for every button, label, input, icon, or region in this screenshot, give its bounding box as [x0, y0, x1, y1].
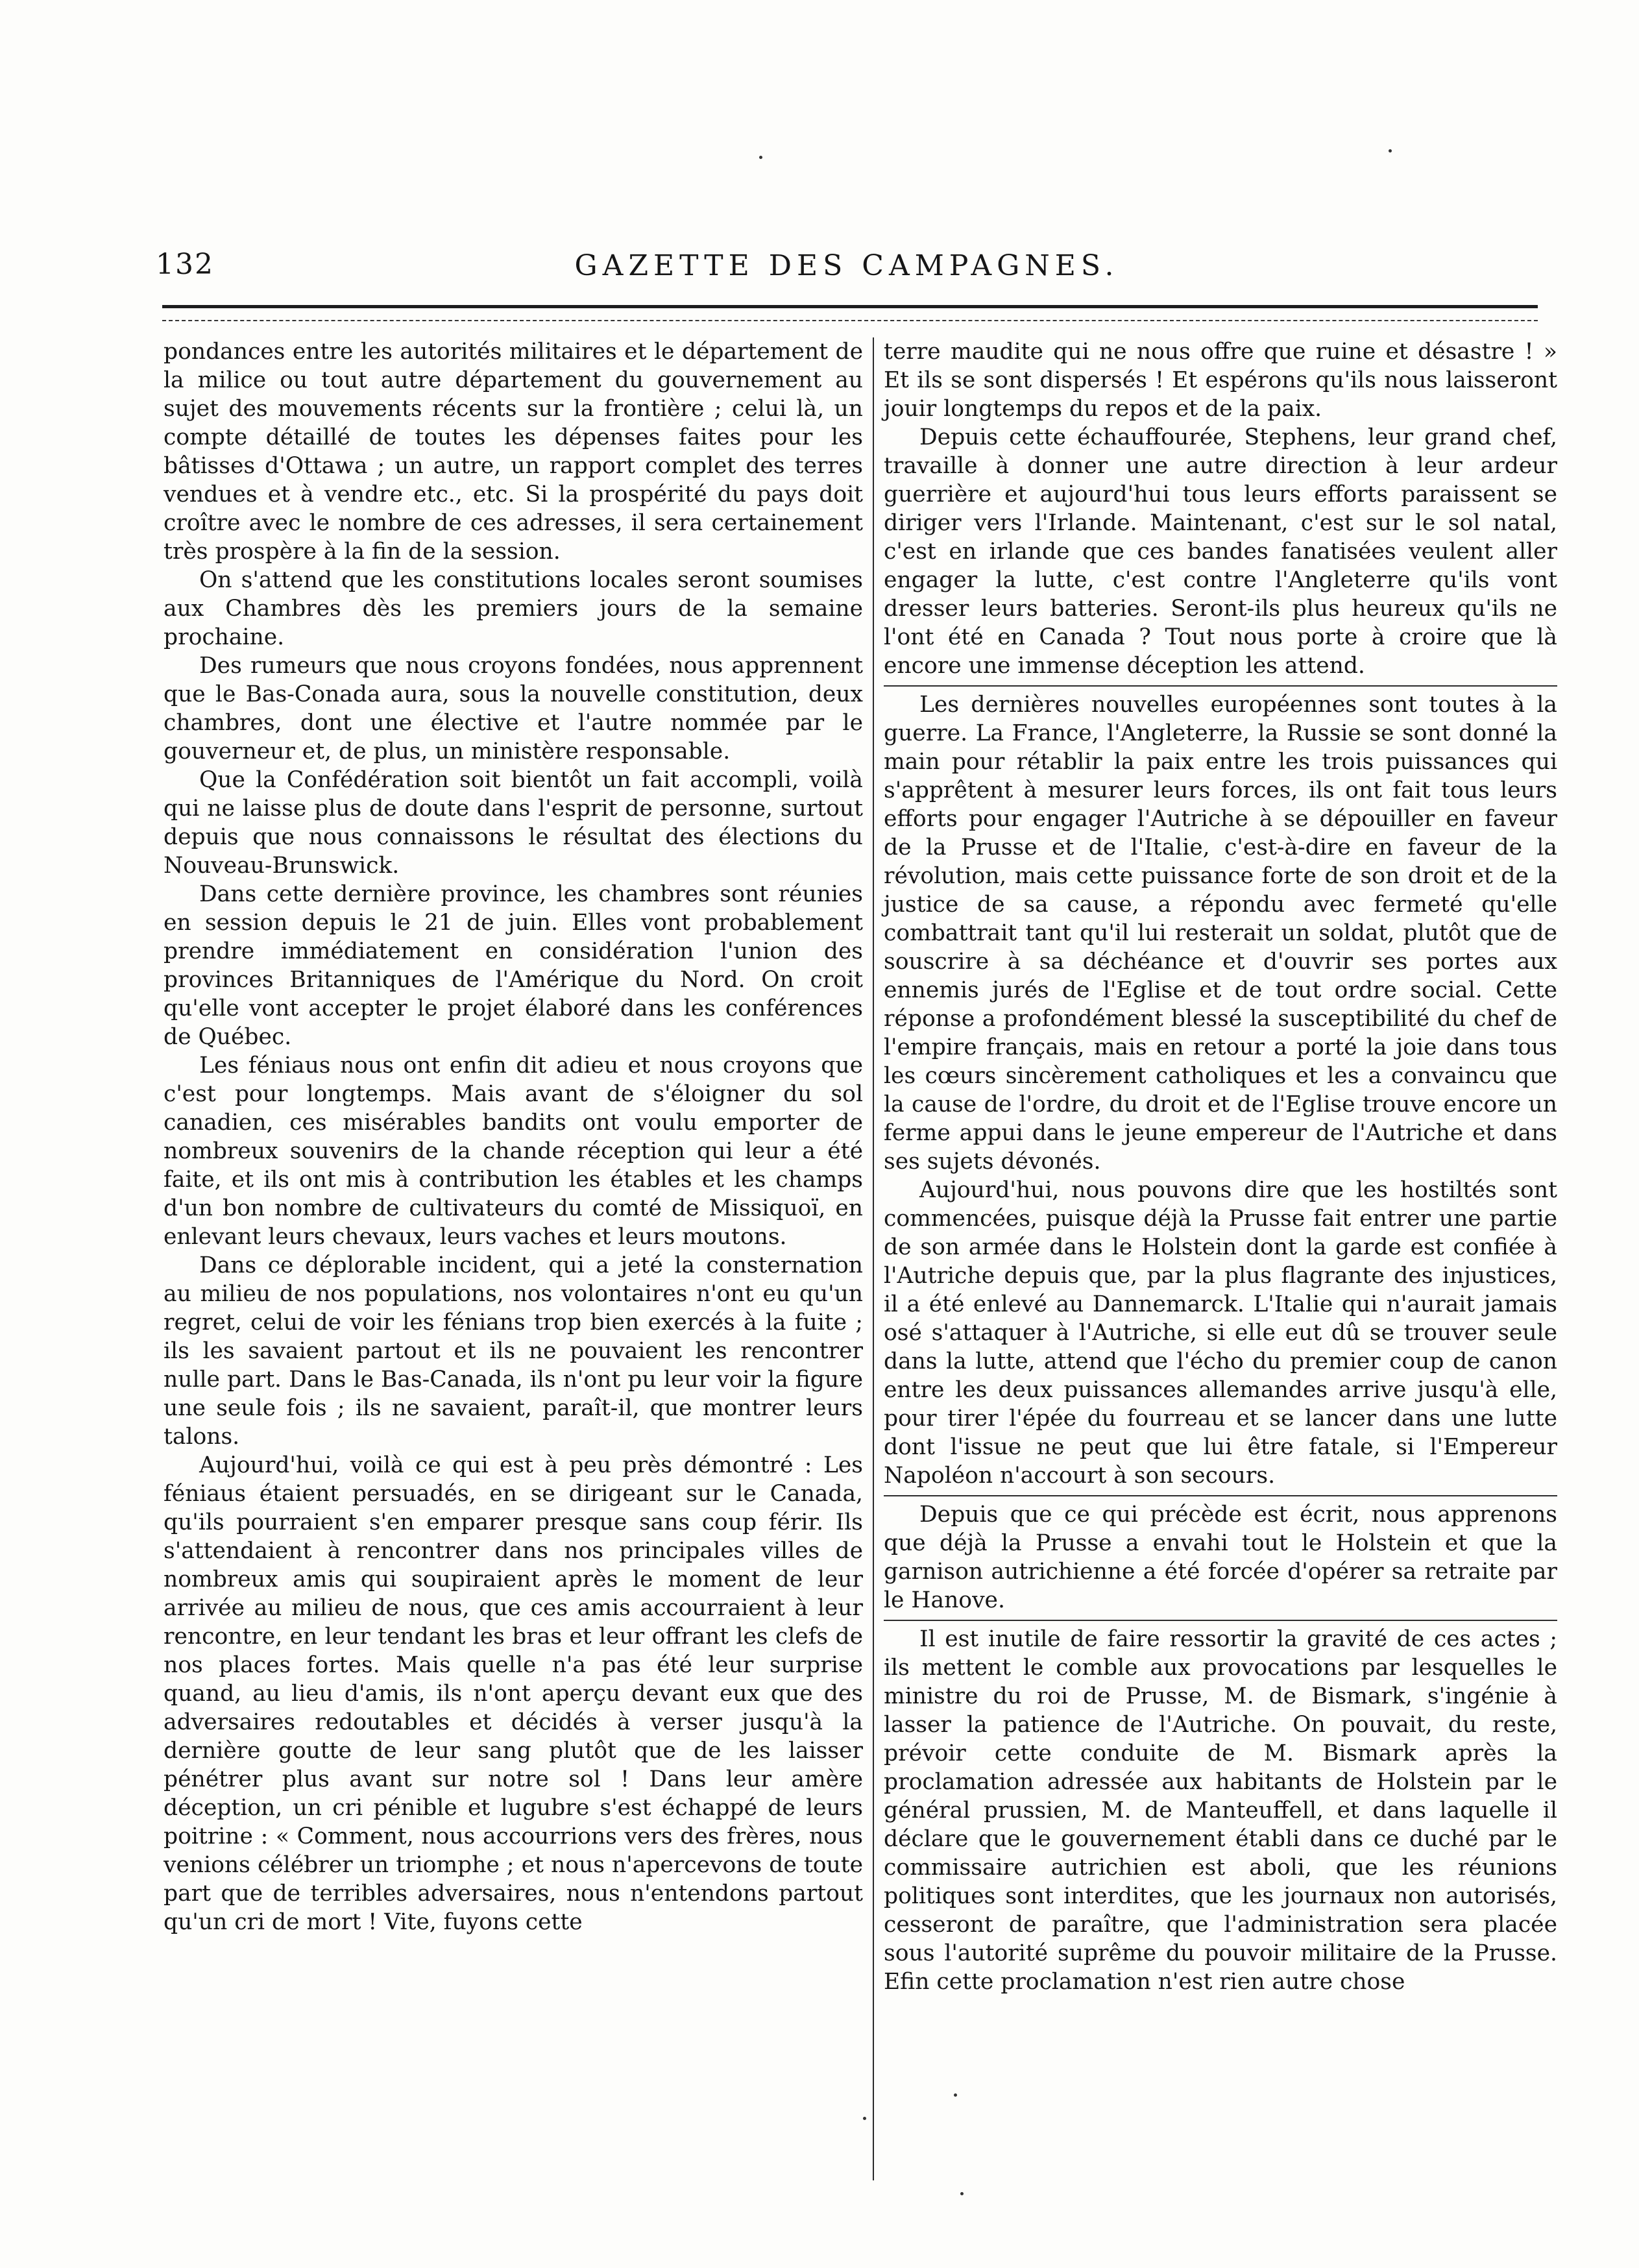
paragraph: Aujourd'hui, voilà ce qui est à peu près démontré : Les féniaus étaient persuadés, en se dirigeant sur le Canada, qu'ils pourraient s'en emparer presque sans coup férir. Ils s'attendaient à rencontrer dans nos principales villes de nombreux amis qui soupiraient après le moment de leur arrivée au milieu de nous, que ces amis accourraient à leur rencontre, en leur tendant les bras et leur offrant les clefs de nos places fortes. Mais quelle n'a pas été leur surprise quand, au lieu d'amis, ils n'ont aperçu devant eux que des adversaires redoutables et décidés à verser jusqu'à la dernière goutte de leur sang plutôt que de les laisser pénétrer plus avant sur notre sol ! Dans leur amère déception, un cri pénible et lugubre s'est échappé de leurs poitrine : « Comment, nous accourrions vers des frères, nous venions célébrer un triomphe ; et nous n'apercevons de toute part que de terribles adversaires, nous n'entendons partout qu'un cri de mort ! Vite, fuyons cette [164, 1452, 863, 1935]
scan-speck [960, 2192, 964, 2195]
scan-speck [1389, 149, 1392, 152]
paragraph: Des rumeurs que nous croyons fondées, nous apprennent que le Bas-Conada aura, sous la nouvelle constitution, deux chambres, dont une élective et l'autre nommée par le gouverneur et, de plus, un ministère responsable. [164, 653, 863, 764]
scan-speck [759, 156, 762, 159]
scan-speck [954, 2093, 957, 2097]
paragraph: Les dernières nouvelles européennes sont toutes à la guerre. La France, l'Angleterre, la Russie se sont donné la main pour rétablir la paix entre les trois puissances qui s'apprêtent à mesurer leurs forces, ils ont fait tous leurs efforts pour engager l'Autriche à se dépouiller en faveur de la Prusse et de l'Italie, c'est-à-dire en faveur de la révolution, mais cette puissance forte de son droit et de la justice de sa cause, a répondu avec fermeté qu'elle combattrait tant qu'il lui resterait un soldat, plutôt que de souscrire à sa déchéance et d'ouvrir ses portes aux ennemis jurés de l'Eglise et de tout ordre social. Cette réponse a profondément blessé la susceptibilité du chef de l'empire français, mais en retour a porté la joie dans tous les cœurs sincèrement catholiques et les a convaincu que la cause de l'ordre, du droit et de l'Eglise trouve encore un ferme appui dans le jeune empereur de l'Autriche et dans ses sujets dévonés. [884, 692, 1557, 1175]
header-rule-thick [162, 305, 1538, 308]
right-column [884, 337, 1557, 1996]
paragraph: Les féniaus nous ont enfin dit adieu et nous croyons que c'est pour longtemps. Mais avant de s'éloigner du sol canadien, ces misérables bandits ont voulu emporter de nombreux souvenirs de la chande réception qui leur a été faite, et ils ont mis à contribution les étables et les champs d'un bon nombre de cultivateurs du comté de Missiquoï, en enlevant leurs chevaux, leurs vaches et leurs moutons. [164, 1053, 863, 1250]
paragraph: Dans ce déplorable incident, qui a jeté la consternation au milieu de nos populations, nos volontaires n'ont eu qu'un regret, celui de voir les fénians trop bien exercés à la fuite ; ils les savaient partout et ils ne pouvaient les rencontrer nulle part. Dans le Bas-Canada, ils n'ont pu leur voir la figure une seule fois ; ils ne savaient, paraît-il, que montrer leurs talons. [164, 1252, 863, 1450]
column-divider [873, 337, 874, 2180]
left-column [164, 337, 863, 1936]
header-rule-dashed [162, 320, 1538, 321]
section-rule [884, 1495, 1557, 1496]
paragraph: Aujourd'hui, nous pouvons dire que les hostiltés sont commencées, puisque déjà la Prusse fait entrer une partie de son armée dans le Holstein dont la garde est confiée à l'Autriche depuis que, par la plus flagrante des injustices, il a été enlevé au Dannemarck. L'Italie qui n'aurait jamais osé s'attaquer à l'Autriche, si elle eut dû se trouver seule dans la lutte, attend que l'écho du premier coup de canon entre les deux puissances allemandes arrive jusqu'à elle, pour tirer l'épée du fourreau et se lancer dans une lutte dont l'issue ne peut que lui être fatale, si l'Empereur Napoléon n'accourt à son secours. [884, 1177, 1557, 1489]
running-title: GAZETTE DES CAMPAGNES. [574, 249, 1119, 282]
paragraph: terre maudite qui ne nous offre que ruine et désastre ! » Et ils se sont dispersés ! Et espérons qu'ils nous laisseront jouir longtemps du repos et de la paix. [884, 339, 1557, 422]
page-number: 132 [156, 248, 214, 281]
paragraph: On s'attend que les constitutions locales seront soumises aux Chambres dès les premiers jours de la semaine prochaine. [164, 567, 863, 650]
section-rule [884, 1620, 1557, 1621]
section-rule [884, 685, 1557, 687]
paragraph: Dans cette dernière province, les chambres sont réunies en session depuis le 21 de juin. Elles vont probablement prendre immédiatement en considération l'union des provinces Britanniques de l'Amérique du Nord. On croit qu'elle vont accepter le projet élaboré dans les conférences de Québec. [164, 881, 863, 1050]
paragraph: Depuis cette échauffourée, Stephens, leur grand chef, travaille à donner une autre direction à leur ardeur guerrière et aujourd'hui tous leurs efforts paraissent se diriger vers l'Irlande. Maintenant, c'est sur le sol natal, c'est en irlande que ces bandes fanatisées veulent aller engager la lutte, c'est contre l'Angleterre qu'ils vont dresser leurs batteries. Seront-ils plus heureux qu'ils ne l'ont été en Canada ? Tout nous porte à croire que là encore une immense déception les attend. [884, 424, 1557, 679]
paragraph: Depuis que ce qui précède est écrit, nous apprenons que déjà la Prusse a envahi tout le Holstein et que la garnison autrichienne a été forcée d'opérer sa retraite par le Hanove. [884, 1502, 1557, 1613]
scan-speck [863, 2117, 866, 2120]
page-header [156, 248, 1538, 293]
paragraph: Il est inutile de faire ressortir la gravité de ces actes ; ils mettent le comble aux provocations par lesquelles le ministre du roi de Prusse, M. de Bismark, s'ingénie à lasser la patience de l'Autriche. On pouvait, du reste, prévoir cette conduite de M. Bismark après la proclamation adressée aux habitants de Holstein par le général prussien, M. de Manteuffell, et dans laquelle il déclare que le gouvernement établi dans ce duché par le commissaire autrichien est aboli, que les réunions politiques sont interdites, que les journaux non autorisés, cesseront de paraître, que l'administration sera placée sous l'autorité suprême du pouvoir militaire de la Prusse. Efin cette proclamation n'est rien autre chose [884, 1626, 1557, 1995]
paragraph: pondances entre les autorités militaires et le département de la milice ou tout autre département du gouvernement au sujet des mouvements récents sur la frontière ; celui là, un compte détaillé de toutes les dépenses faites pour les bâtisses d'Ottawa ; un autre, un rapport complet des terres vendues et à vendre etc., etc. Si la prospérité du pays doit croître avec le nombre de ces adresses, il sera certainement très prospère à la fin de la session. [164, 339, 863, 565]
paragraph: Que la Confédération soit bientôt un fait accompli, voilà qui ne laisse plus de doute dans l'esprit de personne, surtout depuis que nous connaissons le résultat des élections du Nouveau-Brunswick. [164, 767, 863, 879]
